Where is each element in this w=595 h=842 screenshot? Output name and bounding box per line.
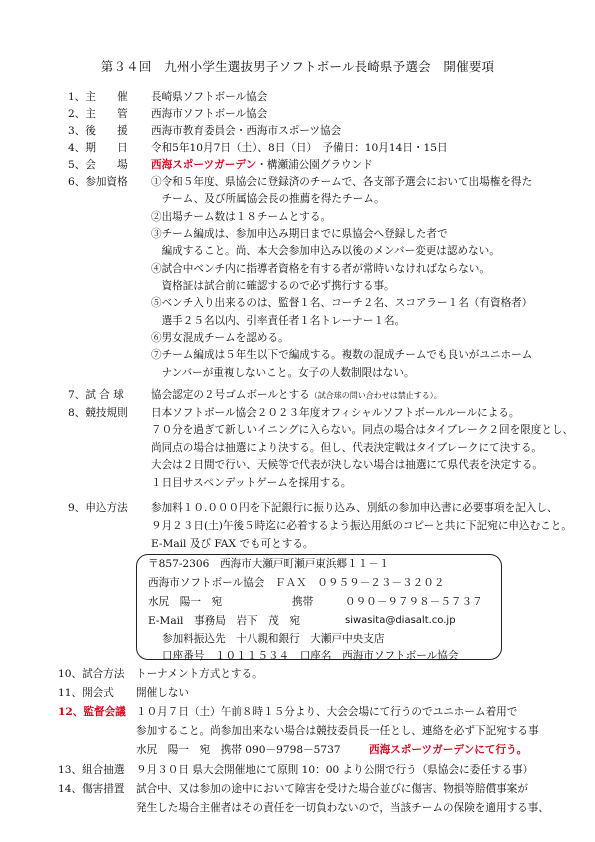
section-label-highlight: 12、監督会議 xyxy=(58,706,126,718)
eligibility-line: チーム、及び所属協会長の推薦を得たチーム。 xyxy=(151,193,385,205)
section-text: 西海市ソフトボール協会 xyxy=(151,108,268,120)
section-text: トーナメント方式とする。 xyxy=(136,668,263,680)
eligibility-line: ②出場チーム数は１８チームとする。 xyxy=(151,211,332,223)
application-line: ９月２３日(土)午後５時迄に必着するよう振込用紙のコピーと共に下記宛に申込むこと。 xyxy=(151,520,572,532)
meeting-line: １０月７日（土）午前８時１５分より、大会会場にて行うのでユニホーム着用で xyxy=(136,706,518,718)
section-label: 8、競技規則 xyxy=(68,407,128,419)
venue-highlight: 西海スポーツガーデン xyxy=(151,159,257,171)
ball-note: （試合球の問い合わせは禁止する）。 xyxy=(309,391,442,400)
ball-text: 協会認定の２号ゴムボールとする xyxy=(151,389,310,401)
eligibility-line: 編成すること。尚、本大会参加申込み以後のメンバー変更は認めない。 xyxy=(151,245,500,257)
injury-line: 試合中、又は参加の途中において障害を受けた場合並びに傷害、物損等賠償事案が xyxy=(136,783,528,795)
rules-line: 大会は２日間で行い、天候等で代表が決しない場合は抽選にて県代表を決定する。 xyxy=(151,459,543,471)
eligibility-line: ナンバーが重複しないこと。女子の人数制限はない。 xyxy=(151,367,415,379)
section-label: 6、参加資格 xyxy=(68,176,128,188)
section-text: ９月３０日 県大会開催地にて原則 10：00 より公開で行う（県協会に委任する事） xyxy=(136,764,534,776)
section-text: 西海市教育委員会・西海市スポーツ協会 xyxy=(151,125,342,137)
section-text: 令和5年10月7日（土）、8日（日） 予備日：10月14日・15日 xyxy=(151,142,448,154)
rules-line: ７０分を過ぎて新しいイニングに入らない。同点の場合はタイブレーク２回を限度とし、 xyxy=(151,424,574,436)
meeting-contact: 水尻 陽一 宛 携帯 090－9798－5737 xyxy=(136,744,341,756)
contact-email-link[interactable]: siwasita@diasalt.co.jp xyxy=(345,615,456,626)
section-label: 11、開会式 xyxy=(58,687,114,699)
contact-account: 口座番号 １０１１５３４ 口座名 西海市ソフトボール協会 xyxy=(162,650,459,662)
eligibility-line: ⑦チーム編成は５年生以下で編成する。複数の混成チームでも良いがユニホーム xyxy=(151,349,533,361)
section-label: 9、申込方法 xyxy=(68,502,128,514)
section-label: 14、傷害措置 xyxy=(58,783,125,795)
eligibility-line: ④試合中ベンチ内に指導者資格を有する者が常時いなければならない。 xyxy=(151,263,490,275)
contact-email-label: E-Mail 事務局 岩下 茂 宛 xyxy=(148,615,300,627)
eligibility-line: 選手２５名以内、引率責任者１名トレーナー１名。 xyxy=(151,315,406,327)
section-label: 7、試 合 球 xyxy=(68,389,124,401)
contact-address: 〒857-2306 西海市大瀬戸町瀬戸東浜郷１１－１ xyxy=(148,558,390,570)
rules-line: 日本ソフトボール協会２０２３年度オフィシャルソフトボールルールによる。 xyxy=(151,407,520,419)
application-line: E-Mail 及び FAX でも可とする。 xyxy=(151,538,314,550)
section-text: 長崎県ソフトボール協会 xyxy=(151,91,268,103)
meeting-venue: 西海スポーツガーデンにて行う。 xyxy=(369,744,528,756)
contact-mobile-label: 携帯 xyxy=(292,596,314,608)
section-label: 10、試合方法 xyxy=(58,668,125,680)
eligibility-line: 資格証は試合前に確認するので必ず携行する事。 xyxy=(151,280,395,292)
eligibility-line: ③チーム編成は、参加申込み期日までに県協会へ登録した者で xyxy=(151,228,448,240)
section-label: 2、主 管 xyxy=(68,108,128,120)
section-label: 3、後 援 xyxy=(68,125,128,137)
page-title: 第３４回 九州小学生選抜男子ソフトボール長崎県予選会 開催要項 xyxy=(100,59,495,74)
venue-line xyxy=(151,158,373,172)
meeting-line: 参加すること。尚参加出来ない場合は競技委員長一任とし、連絡を必ず下記宛する事 xyxy=(136,725,539,737)
ball-line xyxy=(151,388,442,403)
application-line: 参加料１０.０００円を下記銀行に振り込み、別紙の参加申込書に必要事項を記入し、 xyxy=(151,502,558,514)
section-label: 1、主 催 xyxy=(68,91,128,103)
eligibility-line: ①令和５年度、県協会に登録済のチームで、各支部予選会において出場権を得た xyxy=(151,176,533,188)
section-label: 4、期 日 xyxy=(68,142,128,154)
contact-bank: 参加料振込先 十八親和銀行 大瀬戸中央支店 xyxy=(162,633,385,645)
eligibility-line: ⑥男女混成チームを認める。 xyxy=(151,332,289,344)
rules-line: １日目サスペンデットゲームを採用する。 xyxy=(151,477,352,489)
contact-person: 水尻 陽一 宛 xyxy=(148,596,223,608)
venue-rest: ・構瀬浦公園グラウンド xyxy=(256,159,373,171)
contact-org-fax: 西海市ソフトボール協会 ＦＡＸ ０９５９－２３－３２０２ xyxy=(148,577,445,589)
contact-mobile: ０９０－９７９８－５７３７ xyxy=(345,596,483,608)
eligibility-line: ⑤ベンチ入り出来るのは、監督１名、コーチ２名、スコアラー１名（有資格者） xyxy=(151,297,533,309)
section-text: 開催しない xyxy=(136,687,189,699)
section-label: 5、会 場 xyxy=(68,159,128,171)
injury-line: 発生した場合主催者はその責任を一切負わないので，当該チームの保険を適用する事、 xyxy=(136,802,549,814)
rules-line: 尚同点の場合は抽選により決する。但し、代表決定戦はタイブレークにて決する。 xyxy=(151,442,543,454)
section-label: 13、組合抽選 xyxy=(58,764,125,776)
